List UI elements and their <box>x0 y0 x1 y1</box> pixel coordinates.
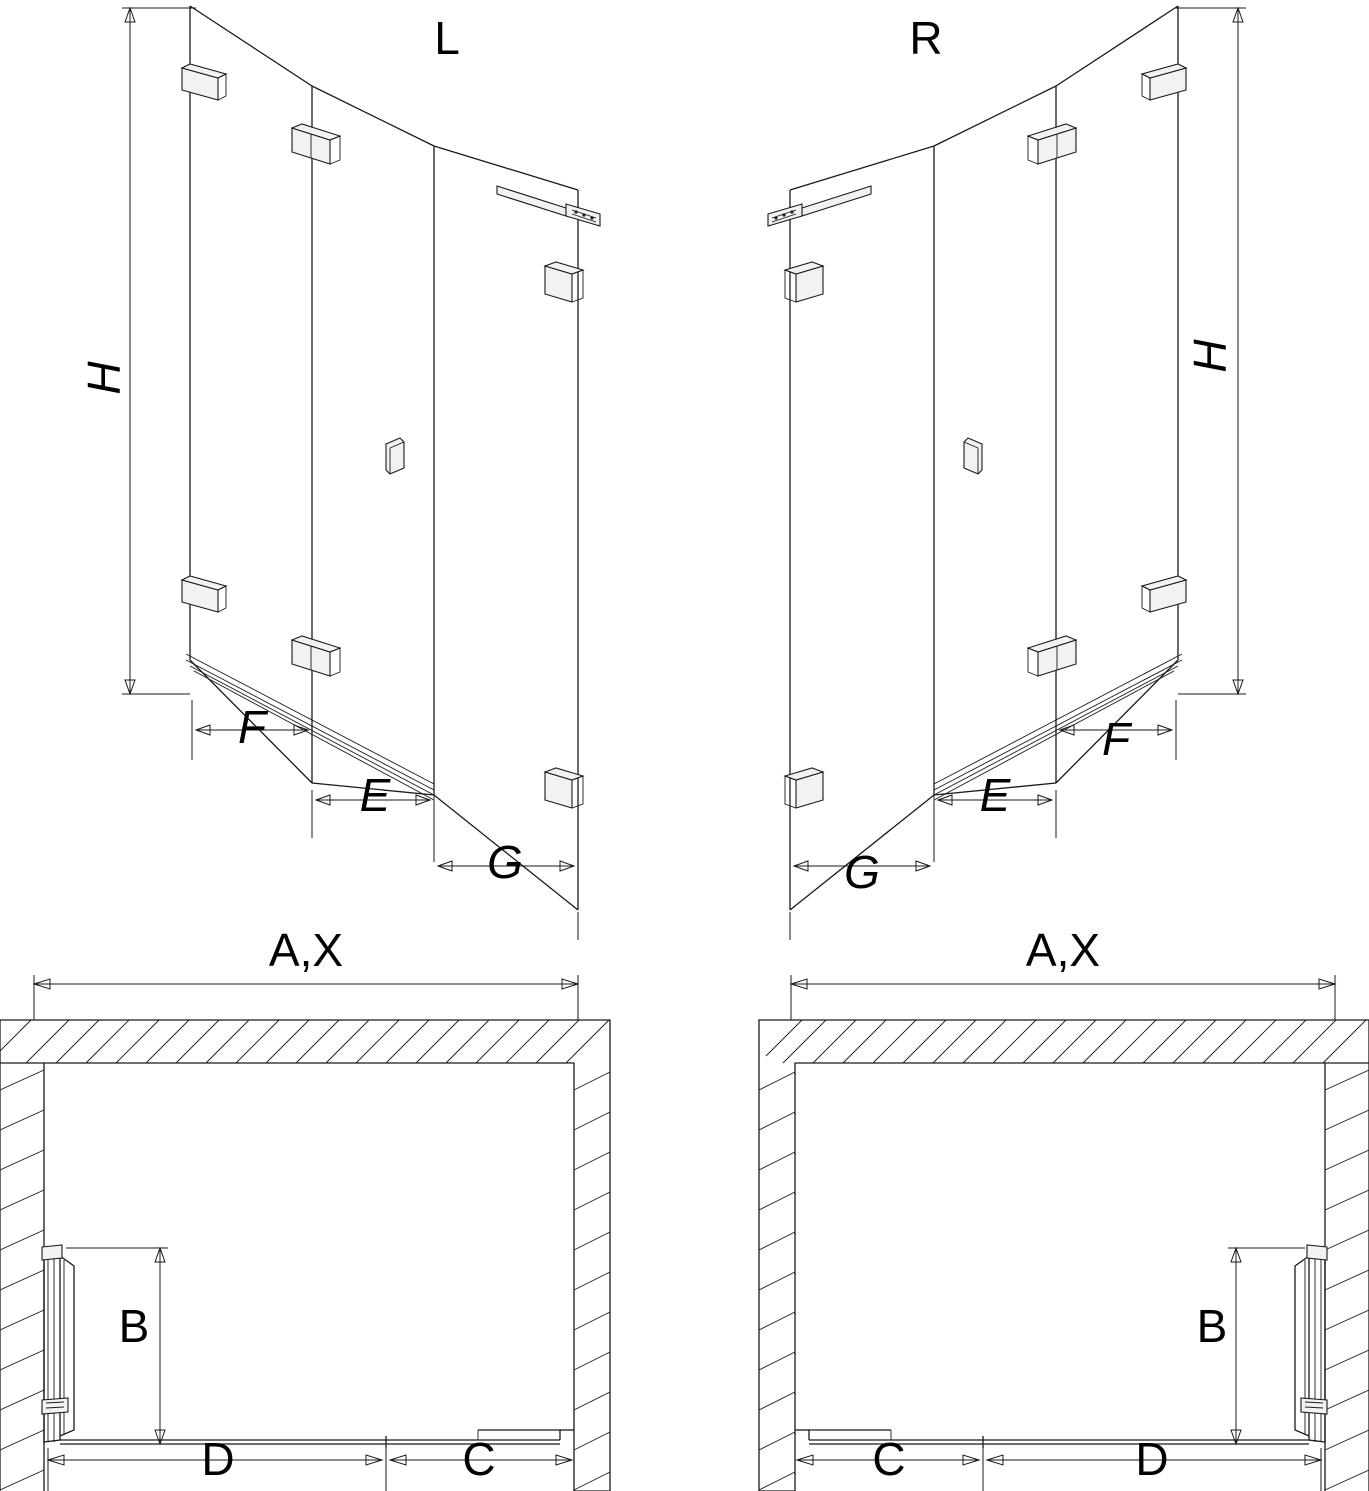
bottom-rail-right <box>934 654 1182 800</box>
depth-dimension-right <box>1228 1248 1305 1444</box>
plan-door-leaves-right <box>1295 1245 1327 1442</box>
glass-panel-middle-right <box>934 86 1056 795</box>
hinge-bottom-left <box>292 636 340 676</box>
plan-door-leaves-left <box>42 1245 74 1442</box>
plan-fixed-glass-left <box>60 1430 574 1448</box>
glass-panel-fixed-left <box>190 6 312 783</box>
segment-label-f-left: F <box>237 701 267 754</box>
segment-label-g-left: G <box>487 836 523 889</box>
wall-hatch-top-left <box>0 1020 609 1063</box>
corner-detail-icon-left <box>386 438 404 474</box>
segment-label-g-right: G <box>844 846 880 899</box>
depth-label-left: B <box>118 1300 150 1353</box>
plan-view-left <box>0 924 610 1491</box>
hinge-top-right <box>1028 124 1076 164</box>
width-label-plan-right: A,X <box>1025 924 1101 977</box>
hinge-bottom-right <box>1028 636 1076 676</box>
wall-hatch-top-right <box>766 1020 1366 1063</box>
height-label-left: H <box>78 361 131 395</box>
wall-hatch-right-column-right-plan <box>1325 1070 1369 1490</box>
wall-hatch-left-column-right-plan <box>759 1072 795 1490</box>
wall-bracket-top-left <box>182 64 226 100</box>
iso-view-right <box>768 6 1246 940</box>
depth-dimension-left <box>66 1248 168 1444</box>
variant-label-left: L <box>434 12 460 65</box>
wall-bracket-bottom-left <box>182 576 226 612</box>
width-dimension-left <box>34 975 578 1020</box>
iso-view-left <box>78 6 600 940</box>
door-hinge-bottom-right <box>785 768 823 808</box>
glass-panel-fixed-right <box>1056 6 1178 783</box>
corner-detail-icon-right <box>964 438 982 474</box>
door-handle-right <box>768 186 871 226</box>
variant-label-right: R <box>909 12 943 65</box>
door-hinge-top-left <box>545 262 583 302</box>
plan-label-d-right: D <box>1135 1433 1169 1486</box>
door-hinge-bottom-left <box>545 768 583 808</box>
segment-label-e-right: E <box>979 769 1011 822</box>
wall-outline-left <box>0 1020 610 1491</box>
plan-label-c-right: C <box>872 1433 906 1486</box>
depth-label-right: B <box>1196 1300 1228 1353</box>
plan-view-right <box>759 924 1369 1491</box>
segment-label-f-right: F <box>1101 713 1131 766</box>
segment-label-e-left: E <box>359 769 391 822</box>
wall-bracket-top-right <box>1142 64 1186 100</box>
wall-bracket-bottom-right <box>1142 576 1186 612</box>
wall-outline-right <box>759 1020 1369 1491</box>
plan-label-d-left: D <box>201 1433 235 1486</box>
width-label-plan-left: A,X <box>268 924 344 977</box>
plan-label-c-left: C <box>462 1433 496 1486</box>
glass-panel-middle-left <box>312 86 434 795</box>
door-handle-left <box>497 186 600 226</box>
wall-hatch-left-column <box>0 1070 44 1490</box>
hinge-top-left <box>292 124 340 164</box>
bottom-rail-left <box>186 654 434 800</box>
wall-hatch-right-column-left-plan <box>574 1072 610 1490</box>
width-dimension-right <box>791 975 1335 1020</box>
height-label-right: H <box>1184 339 1237 373</box>
door-hinge-top-right <box>785 262 823 302</box>
